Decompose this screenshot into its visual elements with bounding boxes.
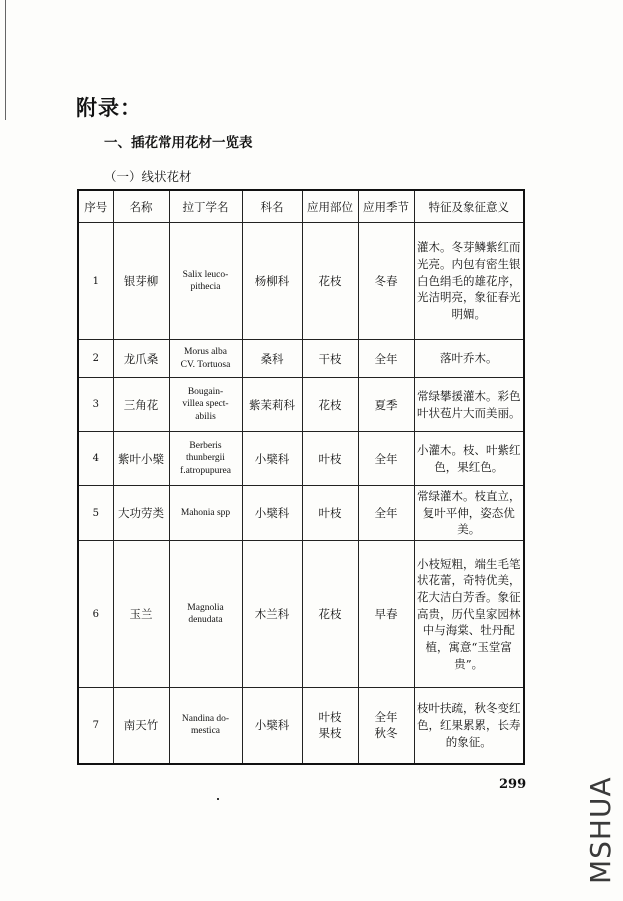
table-row	[78, 432, 524, 486]
plant-name: 银芽柳	[113, 223, 169, 340]
season: 全年 秋冬	[358, 688, 414, 764]
plant-name: 紫叶小檗	[113, 432, 169, 486]
col-header: 特征及象征意义	[414, 190, 524, 223]
season: 全年	[358, 432, 414, 486]
row-number: 3	[78, 378, 113, 432]
season: 早春	[358, 541, 414, 688]
col-header: 应用季节	[358, 190, 414, 223]
description: 常绿攀援灌木。彩色叶状苞片大而美丽。	[414, 378, 524, 432]
subsection-title: （一）线状花材	[104, 169, 192, 184]
row-number: 4	[78, 432, 113, 486]
latin-name: Bougain- villea spect- abilis	[169, 378, 242, 432]
family-name: 木兰科	[242, 541, 302, 688]
used-part: 花枝	[302, 378, 358, 432]
table-row	[78, 340, 524, 378]
flower-material-table	[77, 189, 525, 765]
family-name: 小檗科	[242, 688, 302, 764]
table-row	[78, 688, 524, 764]
description: 落叶乔木。	[414, 340, 524, 378]
row-number: 7	[78, 688, 113, 764]
description: 常绿灌木。枝直立，复叶平伸，姿态优美。	[414, 486, 524, 541]
description: 小灌木。枝、叶紫红色，果红色。	[414, 432, 524, 486]
family-name: 小檗科	[242, 432, 302, 486]
plant-name: 大功劳类	[113, 486, 169, 541]
page-margin-line	[5, 0, 6, 120]
section-title: 一、插花常用花材一览表	[104, 135, 253, 151]
used-part: 干枝	[302, 340, 358, 378]
family-name: 杨柳科	[242, 223, 302, 340]
latin-name: Nandina do- mestica	[169, 688, 242, 764]
table-row	[78, 223, 524, 340]
table-header-row	[78, 190, 524, 223]
used-part: 叶枝	[302, 432, 358, 486]
used-part: 叶枝 果枝	[302, 688, 358, 764]
latin-name: Mahonia spp	[169, 486, 242, 541]
season: 全年	[358, 340, 414, 378]
row-number: 2	[78, 340, 113, 378]
plant-name: 三角花	[113, 378, 169, 432]
col-header: 拉丁学名	[169, 190, 242, 223]
plant-name: 南天竹	[113, 688, 169, 764]
used-part: 叶枝	[302, 486, 358, 541]
col-header: 名称	[113, 190, 169, 223]
season: 全年	[358, 486, 414, 541]
used-part: 花枝	[302, 541, 358, 688]
col-header: 应用部位	[302, 190, 358, 223]
description: 枝叶扶疏，秋冬变红色，红果累累，长寿的象征。	[414, 688, 524, 764]
plant-name: 玉兰	[113, 541, 169, 688]
watermark: MSHUA	[584, 776, 617, 884]
used-part: 花枝	[302, 223, 358, 340]
family-name: 小檗科	[242, 486, 302, 541]
page-number: 299	[499, 777, 527, 792]
appendix-heading: 附录：	[76, 96, 142, 120]
latin-name: Salix leuco- pithecia	[169, 223, 242, 340]
col-header: 序号	[78, 190, 113, 223]
season: 夏季	[358, 378, 414, 432]
scan-speck	[217, 798, 219, 800]
table-row	[78, 486, 524, 541]
family-name: 桑科	[242, 340, 302, 378]
row-number: 6	[78, 541, 113, 688]
row-number: 5	[78, 486, 113, 541]
description: 灌木。冬芽鳞紫红而光亮。内包有密生银白色绢毛的雄花序，光洁明亮，象征春光明媚。	[414, 223, 524, 340]
row-number: 1	[78, 223, 113, 340]
plant-name: 龙爪桑	[113, 340, 169, 378]
season: 冬春	[358, 223, 414, 340]
family-name: 紫茉莉科	[242, 378, 302, 432]
description: 小枝短粗，端生毛笔状花蕾，奇特优美，花大洁白芳香。象征高贵，历代皇家园林中与海棠、牡丹配植，寓意“玉堂富贵”。	[414, 541, 524, 688]
latin-name: Morus alba CV. Tortuosa	[169, 340, 242, 378]
table-row	[78, 541, 524, 688]
latin-name: Magnolia denudata	[169, 541, 242, 688]
col-header: 科名	[242, 190, 302, 223]
table-row	[78, 378, 524, 432]
latin-name: Berberis thunbergii f.atropupurea	[169, 432, 242, 486]
